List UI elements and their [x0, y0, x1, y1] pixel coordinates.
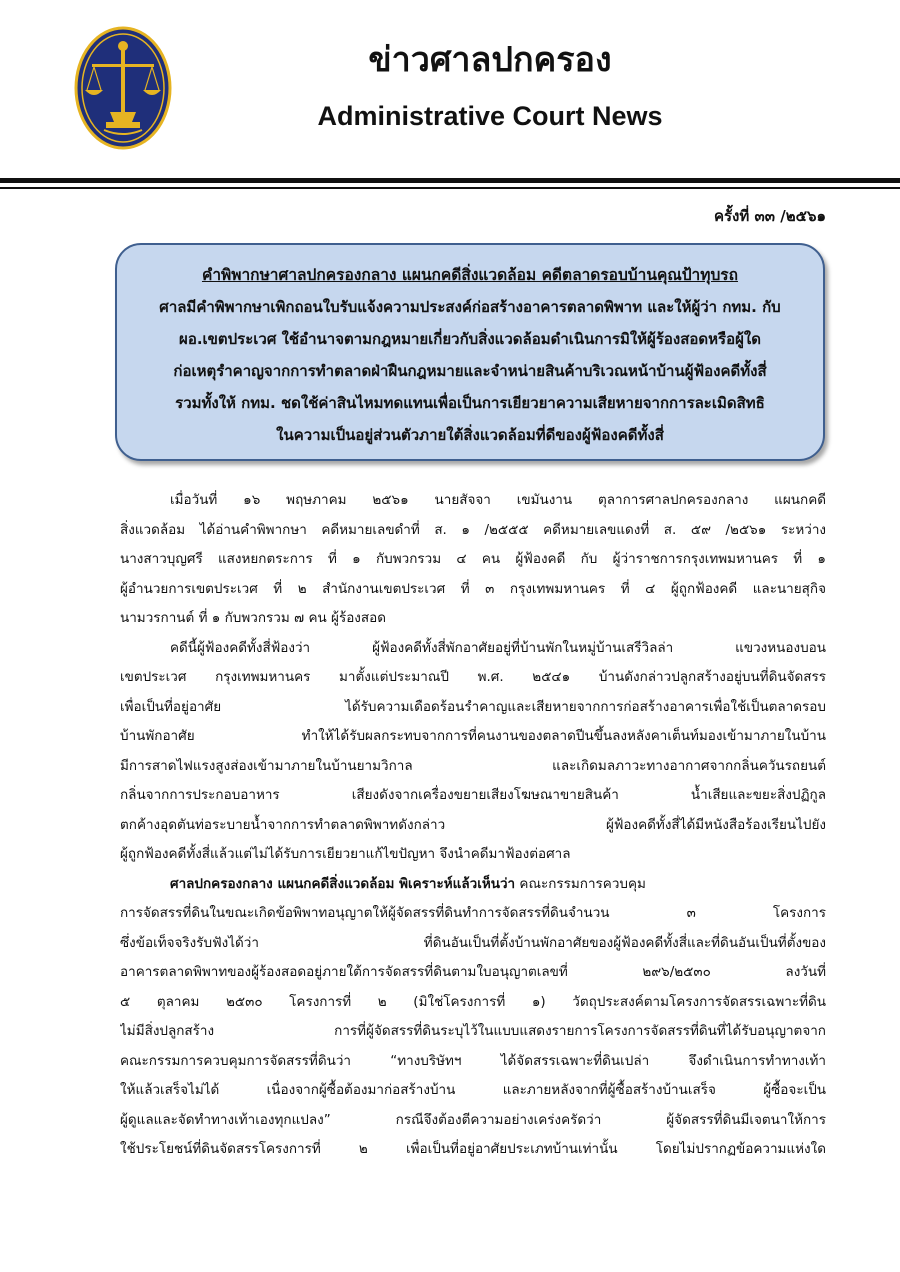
- body-line: นามวรกานต์ ที่ ๑ กับพวกรวม ๗ คน ผู้ร้องสอด: [120, 610, 387, 626]
- court-seal-logo: [74, 26, 172, 150]
- body-line: ผู้อำนวยการเขตประเวศ ที่ ๒ สำนักงานเขตประเวศ ที่ ๓ กรุงเทพมหานคร ที่ ๔ ผู้ถูกฟ้องคดี และนายสุกิจ: [120, 580, 826, 597]
- body-line: กลิ่นจากการประกอบอาหาร เสียงดังจากเครื่องขยายเสียงโฆษณาขายสินค้า น้ำเสียและขยะสิ่งปฏิกูล: [120, 787, 826, 803]
- body-line: ผู้ดูแลและจัดทำทางเท้าเองทุกแปลง” กรณีจึงต้องตีความอย่างเคร่งครัดว่า ผู้จัดสรรที่ดินมีเจตนาให้การ: [120, 1111, 826, 1128]
- summary-line: รวมทั้งให้ กทม. ชดใช้ค่าสินไหมทดแทนเพื่อเป็นการเยียวยาความเสียหายจากการละเมิดสิทธิ: [175, 394, 765, 412]
- body-line: ไม่มีสิ่งปลูกสร้าง การที่ผู้จัดสรรที่ดินระบุไว้ในแบบแสดงรายการโครงการจัดสรรที่ดินที่ได้รับอนุญาตจาก: [120, 1023, 826, 1039]
- summary-line: ผอ.เขตประเวศ ใช้อำนาจตามกฎหมายเกี่ยวกับสิ่งแวดล้อมดำเนินการมิให้ผู้ร้องสอดหรือผู้ใด: [179, 330, 761, 348]
- summary-line: ก่อเหตุรำคาญจากการทำตลาดฝ่าฝืนกฎหมายและจำหน่ายสินค้าบริเวณหน้าบ้านผู้ฟ้องคดีทั้งสี่: [173, 362, 767, 380]
- body-line: มีการสาดไฟแรงสูงส่องเข้ามาภายในบ้านยามวิกาล และเกิดมลภาวะทางอากาศจากกลิ่นควันรถยนต์: [120, 757, 826, 774]
- page-title-english: Administrative Court News: [317, 101, 663, 131]
- body-line: เขตประเวศ กรุงเทพมหานคร มาตั้งแต่ประมาณปี พ.ศ. ๒๕๔๑ บ้านดังกล่าวปลูกสร้างอยู่บนที่ดินจัดสรร: [120, 669, 826, 685]
- body-line: การจัดสรรที่ดินในขณะเกิดข้อพิพาทอนุญาตให้ผู้จัดสรรที่ดินทำการจัดสรรที่ดินจำนวน ๓ โครงการ: [120, 905, 826, 921]
- body-line: [120, 870, 826, 900]
- summary-line: ศาลมีคำพิพากษาเพิกถอนใบรับแจ้งความประสงค์ก่อสร้างอาคารตลาดพิพาท และให้ผู้ว่า กทม. กับ: [159, 298, 781, 316]
- body-line: สิ่งแวดล้อม ได้อ่านคำพิพากษา คดีหมายเลขดำที่ ส. ๑ /๒๕๕๕ คดีหมายเลขแดงที่ ส. ๕๙ /๒๕๖๑ ระหว่าง: [120, 521, 826, 538]
- body-line: ตกค้างอุดตันท่อระบายน้ำจากการทำตลาดพิพาทดังกล่าว ผู้ฟ้องคดีทั้งสี่ได้มีหนังสือร้องเรียนไปยัง: [120, 816, 826, 833]
- issue-number: ครั้งที่ ๓๓ /๒๕๖๑: [713, 207, 826, 225]
- body-line: ผู้ถูกฟ้องคดีทั้งสี่แล้วแต่ไม่ได้รับการเยียวยาแก้ไขปัญหา จึงนำคดีมาฟ้องต่อศาล: [120, 846, 571, 862]
- court-finding-lead: ศาลปกครองกลาง แผนกคดีสิ่งแวดล้อม พิเคราะห์แล้วเห็นว่า: [170, 875, 516, 892]
- body-line: ใช้ประโยชน์ที่ดินจัดสรรโครงการที่ ๒ เพื่อเป็นที่อยู่อาศัยประเภทบ้านเท่านั้น โดยไม่ปรากฏข้อความแห่งใด: [120, 1141, 826, 1157]
- body-line: ๕ ตุลาคม ๒๕๓๐ โครงการที่ ๒ (มิใช่โครงการที่ ๑) วัตถุประสงค์ตามโครงการจัดสรรเฉพาะที่ดิน: [120, 993, 826, 1010]
- body-text-fragment: คณะกรรมการควบคุม: [515, 875, 646, 892]
- body-line: คณะกรรมการควบคุมการจัดสรรที่ดินว่า “ทางบริษัทฯ ได้จัดสรรเฉพาะที่ดินเปล่า จึงดำเนินการทำทางเท้า: [120, 1052, 826, 1069]
- header-divider-thick: [0, 178, 900, 183]
- body-line: บ้านพักอาศัย ทำให้ได้รับผลกระทบจากการที่คนงานของตลาดปีนขึ้นลงหลังคาเต็นท์มองเข้ามาภายในบ้าน: [120, 728, 826, 744]
- body-line: นางสาวบุญศรี แสงหยกตระการ ที่ ๑ กับพวกรวม ๔ คน ผู้ฟ้องคดี กับ ผู้ว่าราชการกรุงเทพมหานคร ที่ ๑: [120, 551, 826, 567]
- body-line: เมื่อวันที่ ๑๖ พฤษภาคม ๒๕๖๑ นายสัจจา เขมันงาน ตุลาการศาลปกครองกลาง แผนกคดี: [170, 492, 826, 508]
- summary-line: ในความเป็นอยู่ส่วนตัวภายใต้สิ่งแวดล้อมที่ดีของผู้ฟ้องคดีทั้งสี่: [276, 426, 664, 444]
- body-line: ซึ่งข้อเท็จจริงรับฟังได้ว่า ที่ดินอันเป็นที่ตั้งบ้านพักอาศัยของผู้ฟ้องคดีทั้งสี่และที่ดินอันเป็นที่ตั้งของ: [120, 934, 826, 951]
- summary-heading: คำพิพากษาศาลปกครองกลาง แผนกคดีสิ่งแวดล้อม คดีตลาดรอบบ้านคุณป้าทุบรถ: [201, 266, 739, 284]
- body-line: คดีนี้ผู้ฟ้องคดีทั้งสี่ฟ้องว่า ผู้ฟ้องคดีทั้งสี่พักอาศัยอยู่ที่บ้านพักในหมู่บ้านเสรีวิลล่า แขวงหนองบอน: [170, 639, 826, 656]
- header-divider-thin: [0, 187, 900, 189]
- body-line: ให้แล้วเสร็จไม่ได้ เนื่องจากผู้ซื้อต้องมาก่อสร้างบ้าน และภายหลังจากที่ผู้ซื้อสร้างบ้านเสร็จ ผู้ซื้อจะเป็น: [120, 1082, 826, 1098]
- page-title-thai: ข่าวศาลปกครอง: [368, 40, 612, 80]
- body-line: อาคารตลาดพิพาทของผู้ร้องสอดอยู่ภายใต้การจัดสรรที่ดินตามใบอนุญาตเลขที่ ๒๙๖/๒๕๓๐ ลงวันที่: [120, 964, 826, 980]
- scales-of-justice-icon: [74, 26, 172, 150]
- body-line: เพื่อเป็นที่อยู่อาศัย ได้รับความเดือดร้อนรำคาญและเสียหายจากการก่อสร้างอาคารเพื่อใช้เป็นตลาดรอบ: [120, 698, 826, 715]
- summary-box: [115, 243, 825, 461]
- article-body: [120, 486, 826, 1165]
